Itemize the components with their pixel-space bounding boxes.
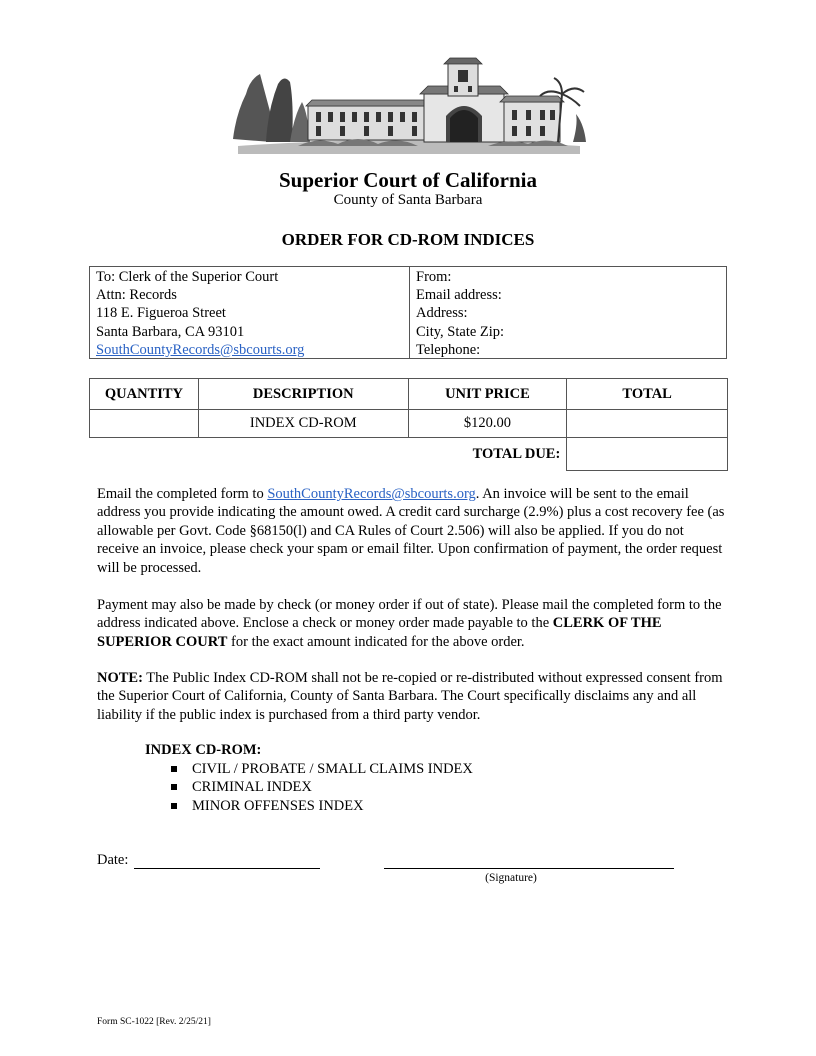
list-item: MINOR OFFENSES INDEX [168, 797, 473, 815]
list-item: CIVIL / PROBATE / SMALL CLAIMS INDEX [168, 760, 473, 778]
court-title: Superior Court of California [278, 168, 538, 192]
telephone-label: Telephone: [416, 341, 481, 358]
courthouse-illustration [228, 54, 590, 154]
description-cell: INDEX CD-ROM [198, 410, 408, 438]
address-label: Address: [416, 305, 468, 322]
table-row [90, 410, 728, 438]
attn-line: Attn: Records [96, 287, 177, 304]
form-id: Form SC-1022 [Rev. 2/25/21] [97, 1017, 211, 1027]
address-box [89, 266, 727, 359]
order-title: ORDER FOR CD-ROM INDICES [281, 230, 535, 249]
unit-price-cell: $120.00 [408, 410, 567, 438]
email-instructions-paragraph [97, 485, 725, 577]
note-paragraph [97, 669, 725, 724]
total-due-row [90, 438, 728, 471]
description-header: DESCRIPTION [198, 379, 408, 410]
p1-text-after: . An invoice will be sent to the email address you provide indicating the amount owed. A credit card surcharge (2.9%) plus a cost recovery fee (as allowable per Govt. Code §68150(l) and CA Rules of Court 2.506) will also be applied. If you do not receive an invoice, please check your spam or email filter. Upon confirmation of payment, the order request will be processed. [97, 486, 725, 576]
date-field-line[interactable] [134, 868, 320, 869]
email-address-label: Email address: [416, 287, 502, 304]
table-header-row [90, 379, 728, 410]
p2-text-before: Payment may also be made by check (or money order if out of state). Please mail the completed form to the address indicated above. Enclose a check or money order made payable to the [97, 597, 722, 632]
total-cell[interactable] [567, 410, 728, 438]
county-name: County of Santa Barbara [333, 192, 483, 208]
unit-price-header: UNIT PRICE [408, 379, 567, 410]
date-label: Date: [97, 852, 129, 868]
quantity-header: QUANTITY [90, 379, 199, 410]
from-address [410, 267, 726, 358]
to-line: To: Clerk of the Superior Court [96, 269, 279, 285]
to-email-link[interactable]: SouthCountyRecords@sbcourts.org [96, 341, 305, 358]
instructions-email-link[interactable]: SouthCountyRecords@sbcourts.org [267, 486, 476, 502]
signature-label: (Signature) [485, 872, 537, 884]
note-label: NOTE: [97, 670, 143, 686]
total-due-label: TOTAL DUE: [408, 438, 567, 471]
index-list [168, 760, 473, 815]
total-due-cell[interactable] [567, 438, 728, 471]
quantity-cell[interactable] [90, 410, 199, 438]
total-due-spacer [90, 438, 409, 471]
p1-text-before: Email the completed form to [97, 486, 268, 502]
to-address [90, 267, 410, 358]
index-heading: INDEX CD-ROM: [145, 742, 262, 758]
p2-bold-payee: CLERK OF THE SUPERIOR COURT [97, 615, 662, 650]
order-table [89, 378, 728, 471]
p2-text-after: for the exact amount indicated for the above order. [227, 633, 525, 650]
signature-field-line[interactable] [384, 868, 674, 869]
total-header: TOTAL [567, 379, 728, 410]
street-line: 118 E. Figueroa Street [96, 305, 226, 322]
city-line: Santa Barbara, CA 93101 [96, 323, 245, 340]
from-label: From: [416, 269, 452, 285]
payment-paragraph [97, 596, 725, 651]
list-item: CRIMINAL INDEX [168, 778, 473, 796]
note-text: The Public Index CD-ROM shall not be re-copied or re-distributed without expressed consent from the Superior Court of California, County of Santa Barbara. The Court specifically disclaims any and all liability if the public index is purchased from a third party vendor. [97, 670, 723, 723]
city-state-zip-label: City, State Zip: [416, 323, 505, 340]
